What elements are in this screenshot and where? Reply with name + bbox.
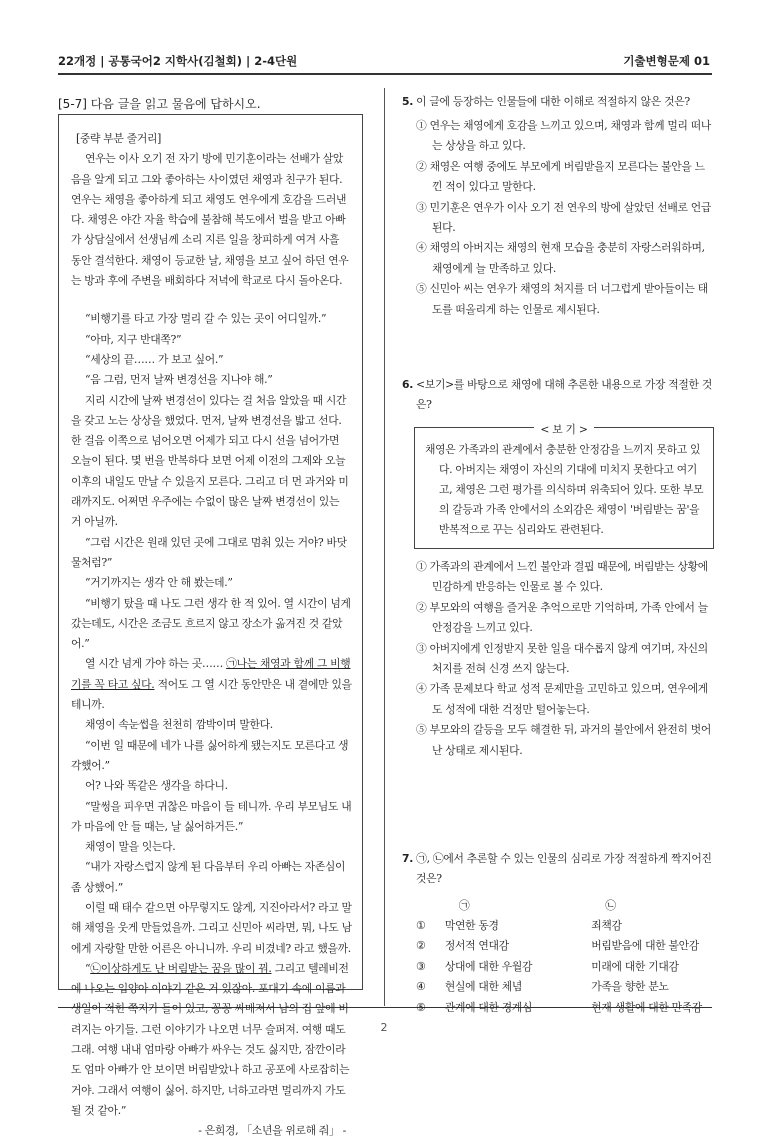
passage-paragraph: “비행기를 타고 가장 멀리 갈 수 있는 곳이 어디일까.” <box>85 312 327 326</box>
passage-paragraph: 연우는 이사 오기 전 자기 방에 민기훈이라는 선배가 살았음을 알게 되고 그와 좋아하는 사이였던 채영과 친구가 된다. 연우는 채영을 좋아하게 되고 채영도 연우에게 호감을 드러낸다. 채영은 야간 자율 학습에 불참해 복도에서 벌을 받고 아빠가 상담실에서 선생님께 소리 지른 일을 창피하게 여겨 사흘 동안 결석한다. 채영이 등교한 날, 채영을 보고 싶어 하던 연우는 방과 후에 주변을 배회하다 저녁에 학교로 다시 돌아온다. <box>71 152 349 288</box>
option-choice-b: 미래에 대한 기대감 <box>591 959 679 973</box>
option-choice-a: 정서적 연대감 <box>444 939 509 953</box>
passage-paragraph: “내가 자랑스럽지 않게 된 다음부터 우리 아빠는 자존심이 좀 상했어.” <box>71 860 346 894</box>
question-number: 6. <box>402 378 414 391</box>
passage-source: - 은희경, 「소년을 위로해 줘」 - <box>198 1124 346 1138</box>
option-choice-b: 가족을 향한 분노 <box>591 980 669 994</box>
passage-paragraph: “음 그럼, 먼저 날짜 변경선을 지나야 해.” <box>85 373 273 387</box>
option-choice-b: 현재 생활에 대한 만족감 <box>591 1000 702 1014</box>
option-choice-b: 죄책감 <box>591 919 622 933</box>
passage-paragraph: “세상의 끝…… 가 보고 싶어.” <box>85 352 224 366</box>
question-stem <box>402 375 714 415</box>
passage-paragraph: “말썽을 피우면 귀찮은 마음이 들 테니까. 우리 부모님도 내가 마음에 안 들 때는, 날 싫어하거든.” <box>71 799 352 833</box>
answer-option[interactable]: ⑤ 부모와의 갈등을 모두 해결한 뒤, 과거의 불안에서 완전히 벗어난 상태로 제시된다. <box>416 723 712 757</box>
answer-option-row[interactable] <box>402 977 702 997</box>
passage-text: 그리고 텔레비전에 나오는 입양아 이야기 같은 거 있잖아. 포대기 속에 이름과 생일이 적힌 쪽지가 들어 있고, 꽁꽁 싸매져서 남의 집 앞에 버려지는 아기들. 그런 이야기가 나오면 너무 슬퍼져. 여행 때도 그래. 여행 내내 엄마랑 아빠가 싸우는 것도 싫지만, 잠깐이라도 엄마 아빠가 안 보이면 버림받았나 하고 공포에 사로잡히는 거야. 그래서 여행이 싫어. 하지만, 너하고라면 멀리까지 가도 될 것 같아.” <box>71 961 350 1117</box>
page-number: 2 <box>380 1021 388 1034</box>
question-text: ㉠, ㉡에서 추론할 수 있는 인물의 심리로 가장 적절하게 짝지어진 것은? <box>416 852 712 885</box>
answer-option[interactable]: ② 채영은 여행 중에도 부모에게 버림받을지 모른다는 불안을 느낀 적이 있다고 말한다. <box>416 159 705 194</box>
column-header-b: ㉡ <box>605 898 616 912</box>
option-choice-a: 상대에 대한 우월감 <box>444 959 533 973</box>
question-stem <box>402 849 714 889</box>
question-text: <보기>를 바탕으로 채영에 대해 추론한 내용으로 가장 적절한 것은? <box>416 378 712 411</box>
table-header-row <box>402 895 702 915</box>
option-number: ③ <box>416 959 426 973</box>
option-choice-a: 현실에 대한 체념 <box>444 980 523 994</box>
option-choice-a: 막연한 동경 <box>444 919 499 933</box>
reading-passage <box>58 114 363 1138</box>
option-number: ④ <box>416 980 426 994</box>
passage-paragraph: 채영이 말을 잇는다. <box>85 840 176 854</box>
answer-option[interactable]: ② 부모와의 여행을 즐거운 추억으로만 기억하며, 가족 안에서 늘 안정감을 느끼고 있다. <box>416 600 708 635</box>
passage-paragraph: 지리 시간에 날짜 변경선이 있다는 걸 처음 알았을 때 시간을 갖고 노는 상상을 했었다. 먼저, 날짜 변경선을 밟고 선다. 한 걸음 이쪽으로 넘어오면 어제가 되고 다시 선을 넘어가면 오늘이 된다. 몇 번을 반복하다 보면 어제 이전의 그제와 오늘 이후의 내일도 만날 수 있을지 모른다. 그리고 더 먼 과거와 미래까지도. 어쩌면 우주에는 수없이 많은 날짜 변경선이 있는 거 아닐까. <box>71 393 349 529</box>
passage-paragraph <box>71 654 352 715</box>
answer-option-row[interactable] <box>402 915 702 935</box>
option-choice-a: 관계에 대한 경계심 <box>444 1000 533 1014</box>
question-stem <box>402 92 714 112</box>
passage-paragraph: 어? 나와 똑같은 생각을 하다니. <box>85 779 228 793</box>
column-divider <box>384 88 385 1006</box>
passage-paragraph: 채영이 속눈썹을 천천히 깜박이며 말한다. <box>85 718 273 732</box>
passage-paragraph <box>71 959 352 1121</box>
question-range-instruction: [5-7] 다음 글을 읽고 물음에 답하시오. <box>58 97 261 111</box>
option-number: ② <box>416 939 426 953</box>
header-course-info: 22개정 | 공통국어2 지학사(김철회) | 2-4단원 <box>58 54 298 68</box>
column-header-a: ㉠ <box>458 898 470 912</box>
answer-option[interactable]: ① 가족과의 관계에서 느낀 불안과 결핍 때문에, 버림받는 상황에 민감하게 반응하는 인물로 볼 수 있다. <box>416 560 708 594</box>
question-7 <box>402 849 714 1017</box>
passage-paragraph: “그럼 시간은 원래 있던 곳에 그대로 멈춰 있는 거야? 바닷물처럼?” <box>71 535 347 569</box>
answer-pairs-table <box>402 895 702 1017</box>
answer-option-row[interactable] <box>402 997 702 1017</box>
underlined-sentence-a: ㉠나는 채영과 함께 그 비행기를 꼭 타고 싶다. <box>71 657 351 691</box>
passage-paragraph: “비행기 탔을 때 나도 그런 생각 한 적 있어. 열 시간이 넘게 갔는데도, 시간은 조금도 흐르지 않고 장소가 옮겨진 것 같았어.” <box>71 596 351 651</box>
answer-option[interactable]: ④ 채영의 아버지는 채영의 현재 모습을 충분히 자랑스러워하며, 채영에게 늘 만족하고 있다. <box>416 241 705 275</box>
header-worksheet-title: 기출변형문제 01 <box>623 54 710 68</box>
underlined-sentence-b: ㉡이상하게도 난 버림받는 꿈을 많이 꿔. <box>90 961 272 975</box>
answer-option-row[interactable] <box>402 956 702 976</box>
passage-text: 열 시간 넘게 가야 하는 곳…… <box>85 657 227 671</box>
passage-paragraph: “거기까지는 생각 안 해 봤는데.” <box>85 576 233 590</box>
passage-paragraph: “아마, 지구 반대쪽?” <box>85 332 182 346</box>
reference-box-title-text: < 보 기 > <box>534 423 593 436</box>
question-5 <box>402 92 714 320</box>
passage-text: 적어도 그 열 시간 동안만은 내 곁에만 있을 테니까. <box>71 677 352 712</box>
header-divider <box>58 73 712 75</box>
option-choice-b: 버림받음에 대한 불안감 <box>591 939 699 953</box>
page-header <box>58 53 710 69</box>
question-number: 7. <box>402 852 414 865</box>
question-text: 이 글에 등장하는 인물들에 대한 이해로 적절하지 않은 것은? <box>416 95 690 108</box>
answer-option[interactable]: ③ 아버지에게 인정받지 못한 일을 대수롭지 않게 여기며, 자신의 처지를 전혀 신경 쓰지 않는다. <box>416 641 708 676</box>
passage-paragraph: 이럴 때 태수 같으면 아무렇지도 않게, 지진아라서? 라고 말해 채영을 웃게 만들었을까. 그리고 신민아 씨라면, 뭐, 나도 남에게 자랑할 만한 어른은 아니니까. 우리 비겼네? 라고 했을까. <box>71 900 352 955</box>
passage-summary-label: [중략 부분 줄거리] <box>76 132 161 145</box>
reference-box-text: 채영은 가족과의 관계에서 충분한 안정감을 느끼지 못하고 있다. 아버지는 채영이 자신의 기대에 미치지 못한다고 여기고, 채영은 그런 평가를 의식하며 위축되어 있다. 또한 부모의 갈등과 가족 안에서의 소외감은 채영이 '버림받는 꿈'을 반복적으로 꾸는 심리와도 관련된다. <box>425 443 704 536</box>
answer-option[interactable]: ③ 민기훈은 연우가 이사 오기 전 연우의 방에 살았던 선배로 언급된다. <box>416 200 712 235</box>
reference-box-title <box>415 420 713 440</box>
reference-box <box>414 423 714 549</box>
answer-option-row[interactable] <box>402 936 702 956</box>
option-number: ⑤ <box>416 1000 426 1014</box>
passage-text: “ <box>85 961 91 975</box>
option-number: ① <box>416 919 426 933</box>
question-number: 5. <box>402 95 414 108</box>
question-6 <box>402 375 714 761</box>
answer-option[interactable]: ① 연우는 채영에게 호감을 느끼고 있으며, 채영과 함께 멀리 떠나는 상상을 하고 있다. <box>416 119 712 153</box>
answer-option[interactable]: ④ 가족 문제보다 학교 성적 문제만을 고민하고 있으며, 연우에게도 성적에 대한 걱정만 털어놓는다. <box>416 682 708 716</box>
answer-option[interactable]: ⑤ 신민아 씨는 연우가 채영의 처지를 더 너그럽게 받아들이는 태도를 떠올리게 하는 인물로 제시된다. <box>416 282 708 316</box>
passage-paragraph: “이번 일 때문에 네가 나를 싫어하게 됐는지도 모른다고 생각했어.” <box>71 738 349 772</box>
